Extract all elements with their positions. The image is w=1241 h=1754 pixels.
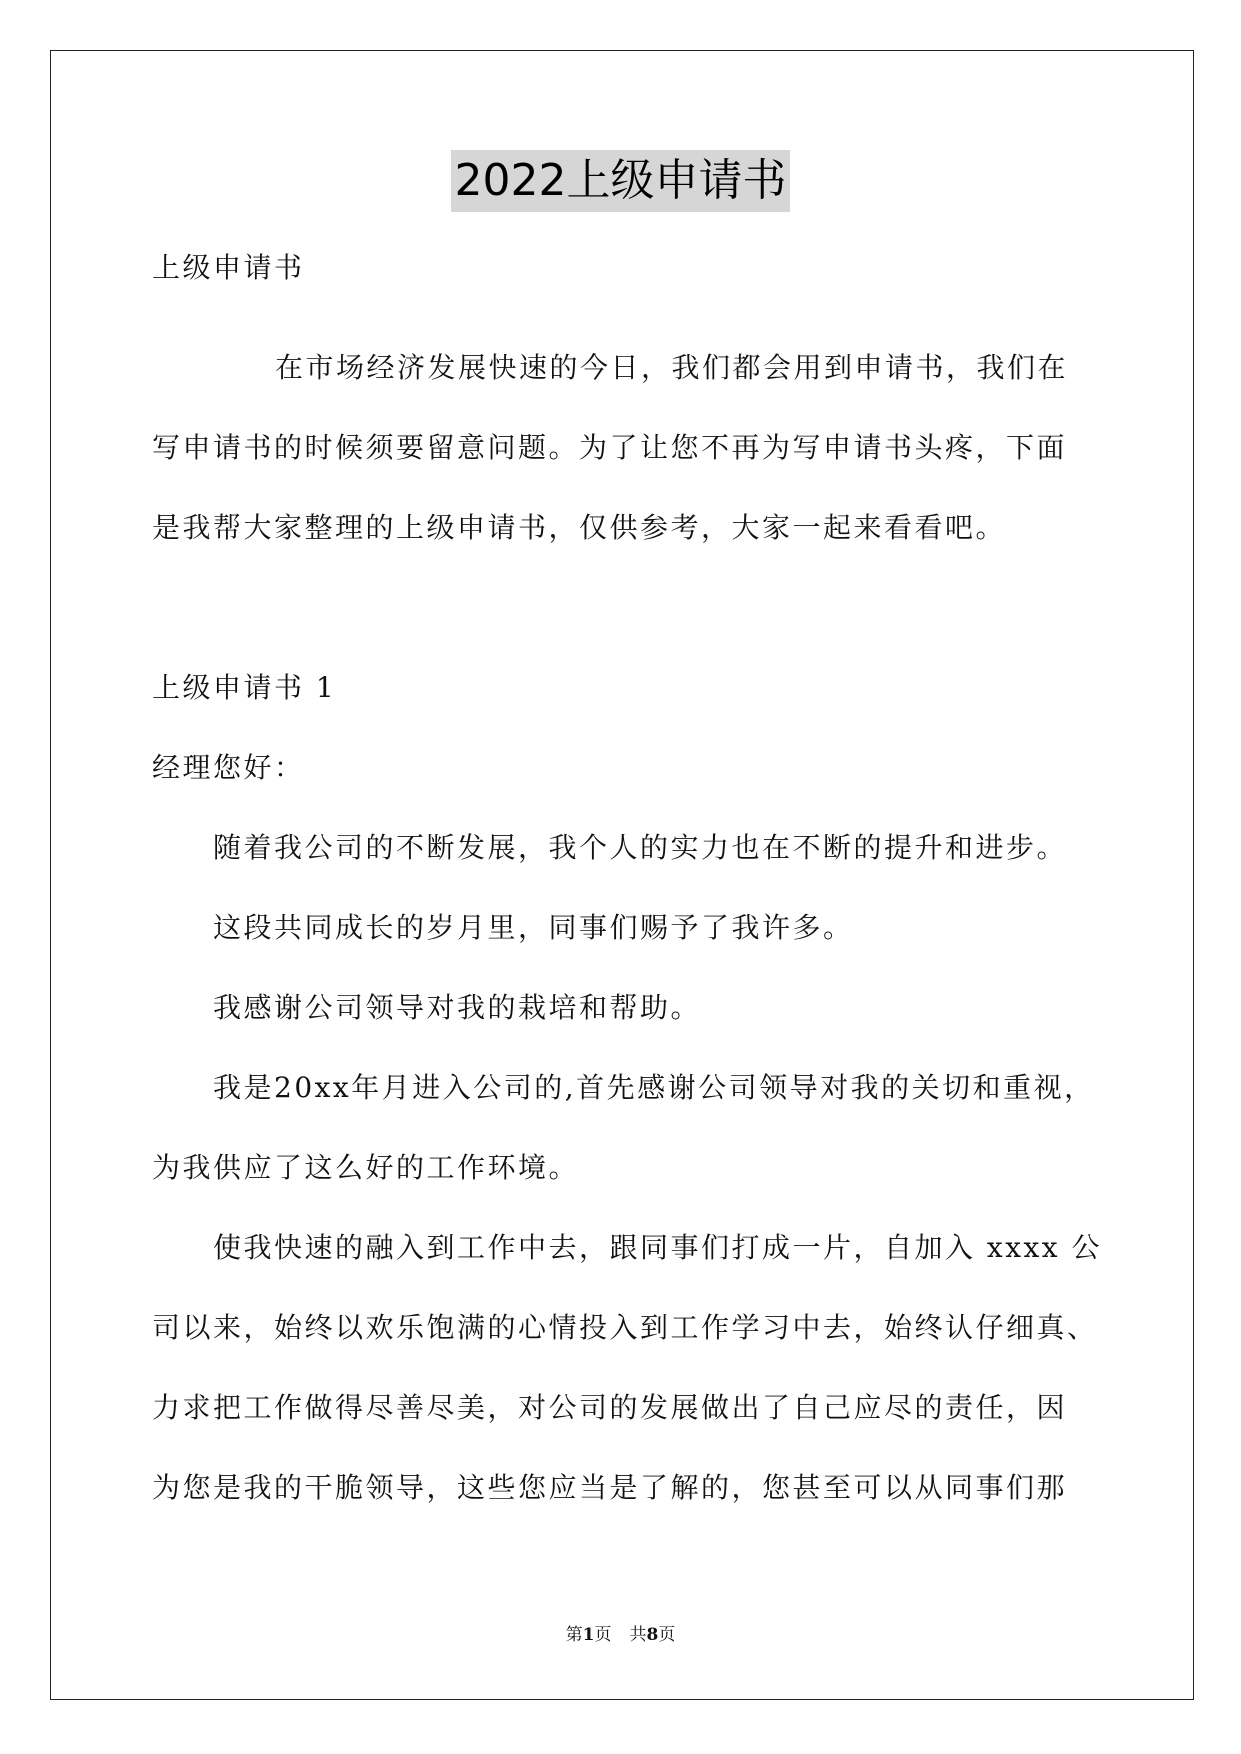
intro-line-2: 写申请书的时候须要留意问题。为了让您不再为写申请书头疼，下面 <box>152 431 1068 464</box>
title-container <box>0 150 1241 212</box>
body-line-5: 为我供应了这么好的工作环境。 <box>152 1151 580 1184</box>
total-prefix: 共 <box>629 1625 647 1645</box>
total-suffix: 页 <box>658 1625 676 1645</box>
page-suffix: 页 <box>594 1625 612 1645</box>
body-line-9: 为您是我的干脆领导，这些您应当是了解的，您甚至可以从同事们那 <box>152 1471 1068 1504</box>
section-heading: 上级申请书 1 <box>152 671 337 704</box>
body-line-1: 随着我公司的不断发展，我个人的实力也在不断的提升和进步。 <box>213 831 1068 864</box>
body-line-3: 我感谢公司领导对我的栽培和帮助。 <box>213 991 702 1024</box>
page-total: 8 <box>646 1625 659 1645</box>
salutation: 经理您好： <box>152 751 305 784</box>
body-line-4: 我是20xx年月进入公司的,首先感谢公司领导对我的关切和重视， <box>213 1071 1095 1104</box>
page-prefix: 第 <box>565 1625 583 1645</box>
intro-line-3: 是我帮大家整理的上级申请书，仅供参考，大家一起来看看吧。 <box>152 511 1007 544</box>
document-subtitle: 上级申请书 <box>152 251 305 284</box>
body-line-6: 使我快速的融入到工作中去，跟同事们打成一片，自加入 xxxx 公 <box>213 1231 1102 1264</box>
body-line-8: 力求把工作做得尽善尽美，对公司的发展做出了自己应尽的责任，因 <box>152 1391 1068 1424</box>
body-line-7: 司以来，始终以欢乐饱满的心情投入到工作学习中去，始终认仔细真、 <box>152 1311 1098 1344</box>
page-footer <box>0 1623 1241 1647</box>
document-title: 2022上级申请书 <box>451 150 791 212</box>
page-current: 1 <box>582 1625 595 1645</box>
page-border <box>50 50 1194 1700</box>
intro-line-1: 在市场经济发展快速的今日，我们都会用到申请书，我们在 <box>275 351 1069 384</box>
body-line-2: 这段共同成长的岁月里，同事们赐予了我许多。 <box>213 911 854 944</box>
